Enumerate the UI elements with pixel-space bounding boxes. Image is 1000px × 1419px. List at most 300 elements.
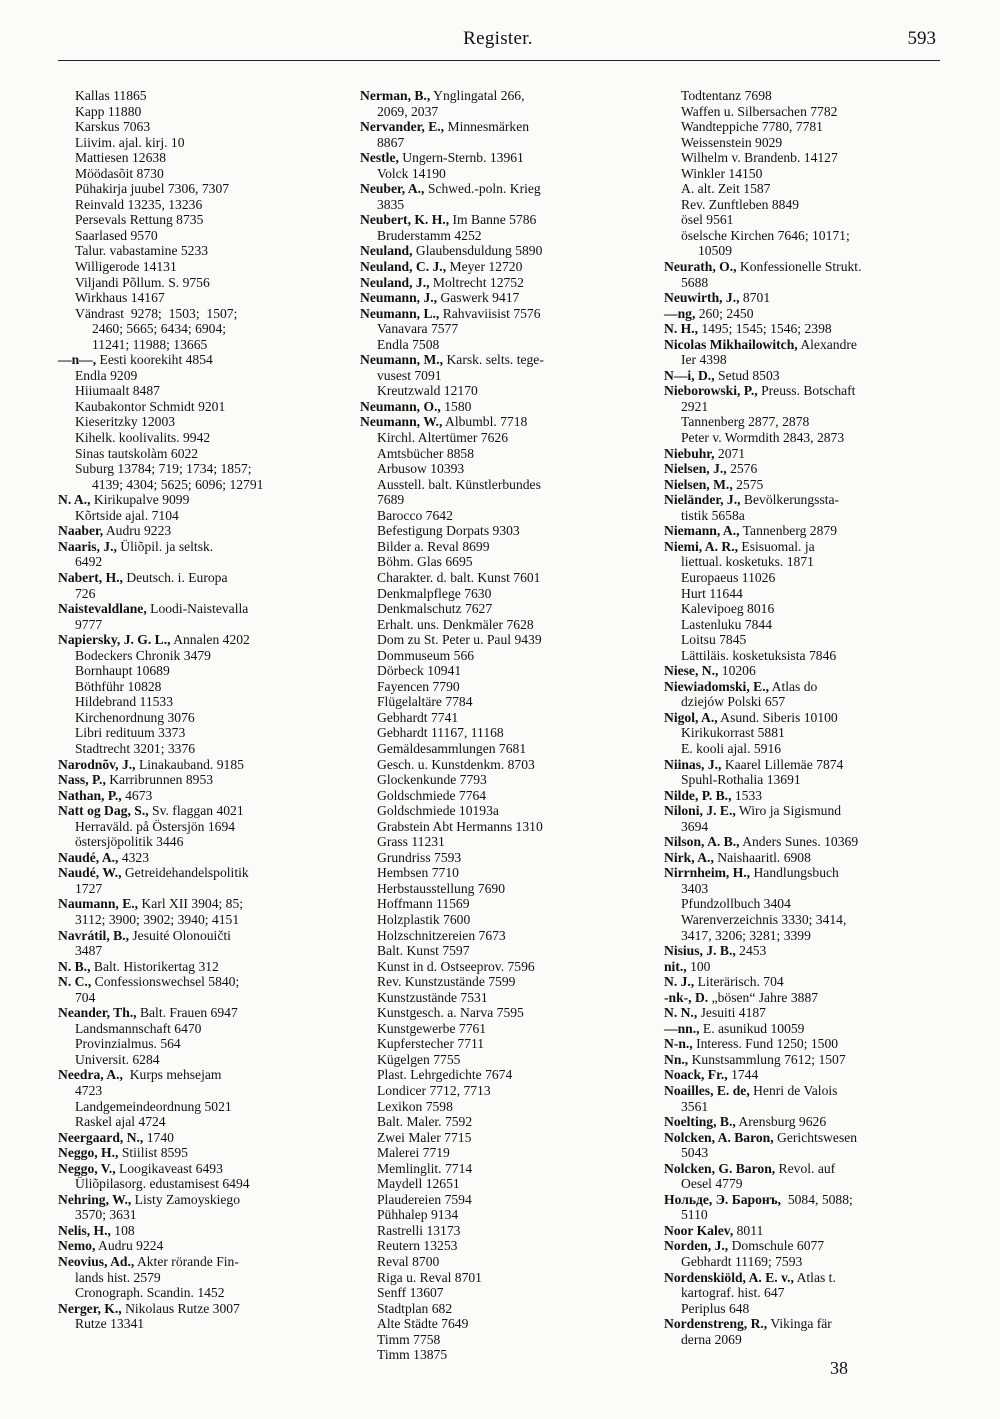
entry-author: Nielsen, M., bbox=[664, 476, 733, 492]
entry-text: „bösen“ Jahre 3887 bbox=[708, 989, 819, 1005]
entry-text: Minnesmärken bbox=[444, 119, 530, 135]
index-subentry: 4139; 4304; 5625; 6096; 12791 bbox=[92, 476, 264, 492]
entry-author: Neander, Th., bbox=[58, 1005, 137, 1021]
index-subentry: Spuhl-Rothalia 13691 bbox=[681, 772, 801, 788]
index-subentry: Lexikon 7598 bbox=[377, 1098, 453, 1114]
entry-text: Handlungsbuch bbox=[750, 865, 839, 881]
index-subentry: Kõrtside ajal. 7104 bbox=[75, 507, 179, 523]
index-subentry: 3417, 3206; 3281; 3399 bbox=[681, 927, 811, 943]
entry-text: Loogikaveast 6493 bbox=[115, 1160, 223, 1176]
index-entry bbox=[664, 1067, 946, 1083]
index-subentry: Holzschnitzereien 7673 bbox=[377, 927, 506, 943]
index-subentry: Memlinglit. 7714 bbox=[377, 1160, 473, 1176]
entry-author: Neumann, L., bbox=[360, 305, 440, 321]
index-entry bbox=[664, 321, 946, 337]
index-subentry: Hoffmann 11569 bbox=[377, 896, 470, 912]
index-subentry: Senff 13607 bbox=[377, 1285, 444, 1301]
entry-author: Neuber, A., bbox=[360, 181, 425, 197]
entry-text: Gerichtswesen bbox=[773, 1129, 858, 1145]
index-subentry: Rev. Kunstzustände 7599 bbox=[377, 974, 516, 990]
entry-text: 10206 bbox=[718, 663, 756, 679]
entry-text: Balt. Frauen 6947 bbox=[136, 1005, 238, 1021]
index-entry bbox=[664, 1130, 946, 1146]
index-subentry: Balt. Maler. 7592 bbox=[377, 1114, 473, 1130]
entry-text: Loodi-Naistevalla bbox=[146, 601, 249, 617]
entry-author: Neuwirth, J., bbox=[664, 290, 740, 306]
entry-author: Nabert, H., bbox=[58, 569, 123, 585]
entry-text: 1495; 1545; 1546; 2398 bbox=[697, 321, 832, 337]
entry-author: N—i, D., bbox=[664, 367, 715, 383]
index-entry bbox=[58, 1254, 336, 1270]
entry-text: Sv. flaggan 4021 bbox=[148, 803, 244, 819]
index-subentry: Tannenberg 2877, 2878 bbox=[681, 414, 810, 430]
entry-author: Noelting, B., bbox=[664, 1114, 736, 1130]
entry-text: Domschule 6077 bbox=[728, 1238, 825, 1254]
entry-text: Setud 8503 bbox=[714, 367, 780, 383]
index-subentry: Hiiumaalt 8487 bbox=[75, 383, 160, 399]
index-subentry: Pühhalep 9134 bbox=[377, 1207, 459, 1223]
index-subentry: Pfundzollbuch 3404 bbox=[681, 896, 791, 912]
entry-text: Rahvaviisist 7576 bbox=[439, 305, 541, 321]
index-entry bbox=[360, 181, 642, 197]
entry-continuation: 1727 bbox=[75, 880, 103, 896]
entry-text: Henri de Valois bbox=[749, 1083, 838, 1098]
index-subentry: Timm 13875 bbox=[377, 1347, 448, 1363]
index-subentry: Peter v. Wormdith 2843, 2873 bbox=[681, 430, 845, 446]
index-entry bbox=[664, 1192, 946, 1208]
index-subentry: Möödasõit 8730 bbox=[75, 165, 164, 181]
index-subentry: Dörbeck 10941 bbox=[377, 663, 462, 679]
index-entry bbox=[58, 772, 336, 788]
index-entry bbox=[58, 492, 336, 508]
index-entry bbox=[664, 834, 946, 850]
entry-author: —ng, bbox=[664, 305, 696, 321]
index-entry bbox=[664, 959, 946, 975]
index-subentry: Herraväld. på Östersjön 1694 bbox=[75, 818, 236, 834]
index-subentry: Pühakirja juubel 7306, 7307 bbox=[75, 181, 230, 197]
entry-author: Nigol, A., bbox=[664, 709, 718, 725]
index-subentry: Riga u. Reval 8701 bbox=[377, 1269, 482, 1285]
entry-text: Atlas t. bbox=[793, 1269, 836, 1285]
entry-author: Neuland, bbox=[360, 243, 413, 259]
index-entry bbox=[58, 1005, 336, 1021]
entry-text: Literärisch. 704 bbox=[694, 974, 784, 990]
entry-continuation: kartograf. hist. 647 bbox=[681, 1285, 785, 1301]
entry-text: 8011 bbox=[733, 1222, 764, 1238]
entry-continuation: derna 2069 bbox=[681, 1331, 742, 1347]
entry-text: Linakauband. 9185 bbox=[135, 756, 244, 772]
index-entry bbox=[664, 290, 946, 306]
entry-author: —nn., bbox=[664, 1020, 700, 1036]
index-entry bbox=[664, 306, 946, 322]
index-subentry: Flügelaltäre 7784 bbox=[377, 694, 473, 710]
index-subentry: Goldschmiede 7764 bbox=[377, 787, 487, 803]
entry-text: Balt. Historikertag 312 bbox=[90, 958, 219, 974]
page-number: 593 bbox=[907, 28, 936, 49]
entry-text: Esisuomal. ja bbox=[738, 538, 815, 554]
entry-text: Audru 9224 bbox=[95, 1238, 164, 1254]
index-entry bbox=[664, 1036, 946, 1052]
entry-author: —n—, bbox=[58, 352, 97, 368]
entry-author: Nieländer, J., bbox=[664, 492, 741, 508]
header-rule bbox=[58, 60, 940, 61]
index-subentry: Gemäldesammlungen 7681 bbox=[377, 740, 527, 756]
index-subentry: Karskus 7063 bbox=[75, 119, 151, 135]
entry-author: Nemo, bbox=[58, 1238, 96, 1254]
entry-text: Meyer 12720 bbox=[446, 259, 523, 275]
index-entry bbox=[360, 150, 642, 166]
index-subentry: Rutze 13341 bbox=[75, 1316, 145, 1332]
index-entry bbox=[664, 788, 946, 804]
entry-continuation: 3570; 3631 bbox=[75, 1207, 137, 1223]
index-entry bbox=[58, 352, 336, 368]
index-subentry: Winkler 14150 bbox=[681, 165, 763, 181]
entry-text: Kunstsammlung 7612; 1507 bbox=[688, 1051, 846, 1067]
entry-author: Nirk, A., bbox=[664, 849, 714, 865]
index-subentry: 11241; 11988; 13665 bbox=[92, 336, 208, 352]
entry-continuation: 5110 bbox=[681, 1207, 708, 1223]
index-subentry: Lättiläis. kosketuksista 7846 bbox=[681, 647, 837, 663]
entry-text: Kaarel Lillemäe 7874 bbox=[721, 756, 844, 772]
entry-text: Revol. auf bbox=[775, 1160, 836, 1176]
index-subentry: Todtentanz 7698 bbox=[681, 88, 772, 103]
index-subentry: Befestigung Dorpats 9303 bbox=[377, 523, 520, 539]
entry-author: Niese, N., bbox=[664, 663, 719, 679]
index-entry bbox=[58, 1130, 336, 1146]
index-subentry: Lastenluku 7844 bbox=[681, 616, 772, 632]
index-entry bbox=[58, 601, 336, 617]
index-entry bbox=[664, 259, 946, 275]
entry-text: Arensburg 9626 bbox=[735, 1114, 827, 1130]
index-subentry: Glockenkunde 7793 bbox=[377, 772, 487, 788]
index-subentry: Arbusow 10393 bbox=[377, 461, 465, 477]
index-subentry: Plast. Lehrgedichte 7674 bbox=[377, 1067, 513, 1083]
index-entry bbox=[58, 757, 336, 773]
entry-text: Wiro ja Sigismund bbox=[735, 803, 842, 819]
index-subentry: 10509 bbox=[698, 243, 732, 259]
entry-author: -nk-, D. bbox=[664, 989, 709, 1005]
index-subentry: östersjöpolitik 3446 bbox=[75, 834, 184, 850]
index-subentry: Liivim. ajal. kirj. 10 bbox=[75, 134, 185, 150]
index-subentry: Kieseritzky 12003 bbox=[75, 414, 176, 430]
index-entry bbox=[664, 1083, 946, 1099]
index-entry bbox=[360, 88, 642, 104]
entry-author: N. H., bbox=[664, 321, 698, 337]
index-entry bbox=[664, 383, 946, 399]
index-subentry: Endla 9209 bbox=[75, 367, 138, 383]
index-subentry: Mattiesen 12638 bbox=[75, 150, 166, 166]
index-entry bbox=[58, 1192, 336, 1208]
entry-author: Neumann, O., bbox=[360, 398, 441, 414]
index-column-3 bbox=[664, 88, 946, 1347]
entry-author: Naudé, W., bbox=[58, 865, 122, 881]
entry-text: Ynglingatal 266, bbox=[430, 88, 525, 103]
index-subentry: Ausstell. balt. Künstlerbundes bbox=[377, 476, 541, 492]
entry-text: Getreidehandelspolitik bbox=[121, 865, 249, 881]
index-subentry: Vanavara 7577 bbox=[377, 321, 459, 337]
entry-author: Nelis, H., bbox=[58, 1222, 111, 1238]
entry-author: Nass, P., bbox=[58, 772, 106, 788]
index-subentry: Holzplastik 7600 bbox=[377, 911, 471, 927]
index-subentry: Balt. Kunst 7597 bbox=[377, 943, 470, 959]
index-subentry: Viljandi Põllum. S. 9756 bbox=[75, 274, 210, 290]
entry-author: Nicolas Mikhailowitch, bbox=[664, 336, 798, 352]
entry-author: Noor Kalev, bbox=[664, 1222, 734, 1238]
index-entry bbox=[360, 119, 642, 135]
index-subentry: Fayencen 7790 bbox=[377, 678, 460, 694]
entry-text: Stiilist 8595 bbox=[118, 1145, 188, 1161]
entry-continuation: Ier 4398 bbox=[681, 352, 727, 368]
index-subentry: Willigerode 14131 bbox=[75, 259, 177, 275]
entry-author: Neumann, J., bbox=[360, 290, 438, 306]
index-subentry: Hembsen 7710 bbox=[377, 865, 459, 881]
index-subentry: Dommuseum 566 bbox=[377, 647, 475, 663]
index-entry bbox=[664, 974, 946, 990]
entry-text: 1740 bbox=[143, 1129, 174, 1145]
index-subentry: Kirchenordnung 3076 bbox=[75, 709, 195, 725]
entry-text: Moltrecht 12752 bbox=[429, 274, 524, 290]
index-entry bbox=[664, 1161, 946, 1177]
index-entry bbox=[58, 1145, 336, 1161]
index-subentry: Wandteppiche 7780, 7781 bbox=[681, 119, 823, 135]
entry-author: Needra, A., bbox=[58, 1067, 123, 1083]
entry-author: Neurath, O., bbox=[664, 259, 737, 275]
entry-continuation: 2069, 2037 bbox=[377, 103, 439, 119]
entry-text: Jesuiti 4187 bbox=[697, 1005, 766, 1021]
entry-author: N. J., bbox=[664, 974, 695, 990]
entry-author: Niloni, J. E., bbox=[664, 803, 736, 819]
index-subentry: Barocco 7642 bbox=[377, 507, 453, 523]
index-subentry: Suburg 13784; 719; 1734; 1857; bbox=[75, 461, 252, 477]
entry-continuation: Oesel 4779 bbox=[681, 1176, 743, 1192]
index-subentry: Kihelk. koolivalits. 9942 bbox=[75, 430, 211, 446]
index-entry bbox=[664, 757, 946, 773]
index-entry bbox=[664, 1114, 946, 1130]
index-subentry: Vändrast 9278; 1503; 1507; bbox=[75, 305, 238, 321]
entry-author: Nestle, bbox=[360, 150, 399, 166]
index-entry bbox=[58, 803, 336, 819]
index-entry bbox=[664, 710, 946, 726]
entry-continuation: dziejów Polski 657 bbox=[681, 694, 786, 710]
entry-author: N-n., bbox=[664, 1036, 693, 1052]
entry-author: Naistevaldlane, bbox=[58, 601, 147, 617]
entry-text: 1744 bbox=[727, 1067, 759, 1083]
index-entry bbox=[360, 212, 642, 228]
index-subentry: Malerei 7719 bbox=[377, 1145, 450, 1161]
entry-text: Akter rörande Fin- bbox=[134, 1254, 239, 1270]
index-subentry: Cronograph. Scandin. 1452 bbox=[75, 1285, 225, 1301]
entry-text: Alexandre bbox=[797, 336, 857, 352]
entry-text: 2071 bbox=[714, 445, 746, 461]
entry-continuation: liettual. kosketuks. 1871 bbox=[681, 554, 814, 570]
index-subentry: Bilder a. Reval 8699 bbox=[377, 538, 490, 554]
index-subentry: Hildebrand 11533 bbox=[75, 694, 174, 710]
index-subentry: Weissenstein 9029 bbox=[681, 134, 783, 150]
index-entry bbox=[664, 446, 946, 462]
entry-text: Confessionswechsel 5840; bbox=[91, 974, 240, 990]
entry-author: Napiersky, J. G. L., bbox=[58, 632, 171, 648]
index-entry bbox=[58, 523, 336, 539]
entry-text: 1533 bbox=[731, 787, 763, 803]
index-subentry: Gebhardt 7741 bbox=[377, 709, 459, 725]
index-subentry: öselsche Kirchen 7646; 10171; bbox=[681, 227, 850, 243]
entry-continuation: 704 bbox=[75, 989, 96, 1005]
entry-text: Deutsch. i. Europa bbox=[122, 569, 228, 585]
index-column-1 bbox=[58, 88, 336, 1332]
index-subentry: Wilhelm v. Brandenb. 14127 bbox=[681, 150, 838, 166]
entry-text: 1580 bbox=[440, 398, 472, 414]
entry-author: Nisius, J. B., bbox=[664, 943, 736, 959]
index-entry bbox=[58, 974, 336, 990]
index-subentry: Gebhardt 11167, 11168 bbox=[377, 725, 504, 741]
index-entry bbox=[664, 368, 946, 384]
index-entry bbox=[664, 1316, 946, 1332]
index-subentry: Wirkhaus 14167 bbox=[75, 290, 165, 306]
index-entry bbox=[664, 1223, 946, 1239]
entry-continuation: 5688 bbox=[681, 274, 709, 290]
entry-continuation: 2921 bbox=[681, 398, 709, 414]
entry-text: Asund. Siberis 10100 bbox=[717, 709, 838, 725]
index-entry bbox=[664, 1238, 946, 1254]
entry-author: N. C., bbox=[58, 974, 92, 990]
index-subentry: Reutern 13253 bbox=[377, 1238, 458, 1254]
entry-author: Nathan, P., bbox=[58, 787, 122, 803]
index-entry bbox=[664, 1021, 946, 1037]
entry-author: Nerman, B., bbox=[360, 88, 431, 103]
index-subentry: Bodeckers Chronik 3479 bbox=[75, 647, 211, 663]
entry-author: N. B., bbox=[58, 958, 91, 974]
entry-continuation: 3835 bbox=[377, 196, 405, 212]
index-subentry: Alte Städte 7649 bbox=[377, 1316, 469, 1332]
entry-author: Nordenstreng, R., bbox=[664, 1316, 768, 1332]
entry-author: Noack, Fr., bbox=[664, 1067, 728, 1083]
entry-text: Ungern-Sternb. 13961 bbox=[398, 150, 524, 166]
entry-text: Kirikupalve 9099 bbox=[90, 492, 190, 508]
index-entry bbox=[360, 306, 642, 322]
entry-author: Navrátil, B., bbox=[58, 927, 129, 943]
index-subentry: Grundriss 7593 bbox=[377, 849, 462, 865]
index-column-2 bbox=[360, 88, 642, 1363]
index-subentry: Hurt 11644 bbox=[681, 585, 743, 601]
index-subentry: E. kooli ajal. 5916 bbox=[681, 740, 782, 756]
index-subentry: Raskel ajal 4724 bbox=[75, 1114, 166, 1130]
entry-text: Tannenberg 2879 bbox=[739, 523, 837, 539]
index-subentry: Kalevipoeg 8016 bbox=[681, 601, 775, 617]
entry-text: Albumbl. 7718 bbox=[442, 414, 528, 430]
entry-author: Nieborowski, P., bbox=[664, 383, 758, 399]
entry-author: N. A., bbox=[58, 492, 91, 508]
entry-text: Kurps mehsejam bbox=[122, 1067, 222, 1083]
index-subentry: Kirikukorrast 5881 bbox=[681, 725, 785, 741]
entry-author: Nervander, E., bbox=[360, 119, 445, 135]
index-subentry: Böhm. Glas 6695 bbox=[377, 554, 473, 570]
entry-author: Natt og Dag, S., bbox=[58, 803, 149, 819]
index-subentry: Timm 7758 bbox=[377, 1331, 441, 1347]
entry-continuation: 6492 bbox=[75, 554, 103, 570]
index-entry bbox=[58, 896, 336, 912]
signature-mark: 38 bbox=[830, 1358, 848, 1378]
index-subentry: Zwei Maler 7715 bbox=[377, 1129, 472, 1145]
index-entry bbox=[664, 337, 946, 353]
index-entry bbox=[664, 1270, 946, 1286]
index-entry bbox=[58, 928, 336, 944]
index-subentry: ösel 9561 bbox=[681, 212, 734, 228]
index-subentry: Denkmalpflege 7630 bbox=[377, 585, 492, 601]
index-subentry: Universit. 6284 bbox=[75, 1051, 160, 1067]
index-subentry: Kupferstecher 7711 bbox=[377, 1036, 485, 1052]
entry-author: Naaris, J., bbox=[58, 538, 117, 554]
index-subentry: 2460; 5665; 6434; 6904; bbox=[92, 321, 227, 337]
index-entry bbox=[58, 539, 336, 555]
entry-author: Norden, J., bbox=[664, 1238, 729, 1254]
index-subentry: Maydell 12651 bbox=[377, 1176, 460, 1192]
index-entry bbox=[360, 243, 642, 259]
entry-author: Neuland, C. J., bbox=[360, 259, 447, 275]
index-entry bbox=[664, 523, 946, 539]
index-entry bbox=[664, 943, 946, 959]
entry-text: 2453 bbox=[735, 943, 767, 959]
index-entry bbox=[58, 865, 336, 881]
index-subentry: Plaudereien 7594 bbox=[377, 1191, 472, 1207]
entry-author: Nehring, W., bbox=[58, 1191, 132, 1207]
header-title: Register. bbox=[463, 28, 533, 49]
entry-continuation: 9777 bbox=[75, 616, 103, 632]
entry-author: Niemi, A. R., bbox=[664, 538, 739, 554]
entry-author: Nolcken, A. Baron, bbox=[664, 1129, 774, 1145]
index-entry bbox=[58, 1067, 336, 1083]
index-entry bbox=[58, 1301, 336, 1317]
entry-text: Schwed.-poln. Krieg bbox=[424, 181, 541, 197]
entry-continuation: 726 bbox=[75, 585, 96, 601]
index-entry bbox=[58, 1238, 336, 1254]
entry-text: 100 bbox=[686, 958, 711, 974]
index-subentry: Reinvald 13235, 13236 bbox=[75, 196, 203, 212]
index-entry bbox=[360, 352, 642, 368]
entry-author: Neumann, W., bbox=[360, 414, 443, 430]
entry-continuation: lands hist. 2579 bbox=[75, 1269, 161, 1285]
entry-author: Nerger, K., bbox=[58, 1300, 122, 1316]
entry-author: Neuland, J., bbox=[360, 274, 430, 290]
index-subentry: Saarlased 9570 bbox=[75, 227, 158, 243]
entry-author: Nolcken, G. Baron, bbox=[664, 1160, 776, 1176]
entry-text: Annalen 4202 bbox=[170, 632, 250, 648]
index-subentry: Reval 8700 bbox=[377, 1254, 440, 1270]
entry-text: 4673 bbox=[121, 787, 153, 803]
entry-author: Neubert, K. H., bbox=[360, 212, 450, 228]
index-entry bbox=[664, 1052, 946, 1068]
index-entry bbox=[664, 461, 946, 477]
index-entry bbox=[58, 788, 336, 804]
index-subentry: Stadtrecht 3201; 3376 bbox=[75, 740, 196, 756]
index-subentry: A. alt. Zeit 1587 bbox=[681, 181, 771, 197]
index-subentry: Libri redituum 3373 bbox=[75, 725, 186, 741]
entry-author: Nn., bbox=[664, 1051, 689, 1067]
entry-text: Interess. Fund 1250; 1500 bbox=[692, 1036, 839, 1052]
entry-text: Naishaaritl. 6908 bbox=[713, 849, 811, 865]
entry-author: Naumann, E., bbox=[58, 896, 139, 912]
entry-text: Eesti koorekiht 4854 bbox=[96, 352, 213, 368]
index-subentry: Volck 14190 bbox=[377, 165, 446, 181]
entry-author: Nilde, P. B., bbox=[664, 787, 732, 803]
index-entry bbox=[664, 850, 946, 866]
index-subentry: Kunst in d. Ostseeprov. 7596 bbox=[377, 958, 535, 974]
index-subentry: Kunstgesch. a. Narva 7595 bbox=[377, 1005, 524, 1021]
index-entry bbox=[360, 275, 642, 291]
index-subentry: Charakter. d. balt. Kunst 7601 bbox=[377, 569, 541, 585]
entry-text: 108 bbox=[110, 1222, 135, 1238]
entry-text: Üliõpil. ja seltsk. bbox=[116, 538, 214, 554]
index-subentry: Stadtplan 682 bbox=[377, 1300, 453, 1316]
